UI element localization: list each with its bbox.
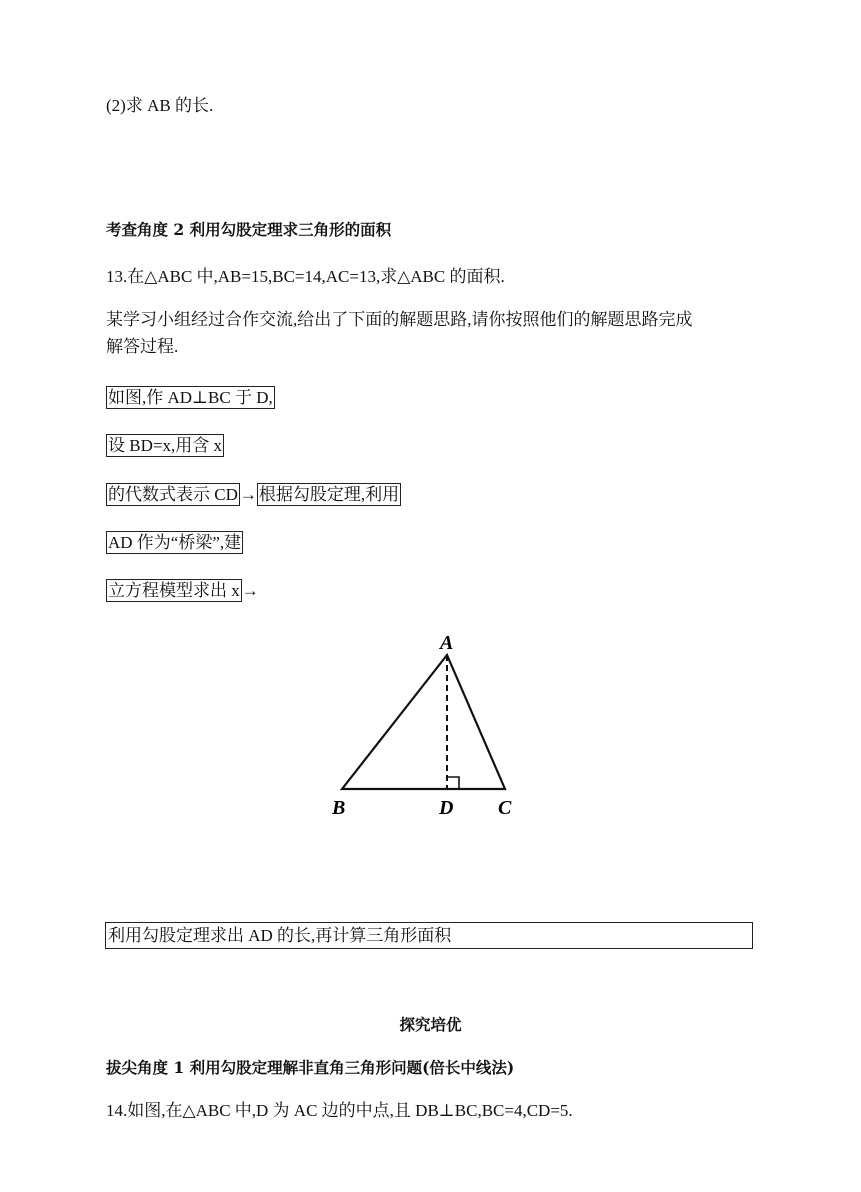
vertex-label-d: D <box>439 797 454 819</box>
flow-step-2 <box>106 434 224 457</box>
vertex-label-a: A <box>440 632 454 654</box>
part2-question: (2)求 AB 的长. <box>106 96 214 115</box>
flow-arrow-1: → <box>239 485 257 504</box>
flow-box-5: AD 作为“桥梁”,建 <box>108 533 242 552</box>
flow-box-1: 如图,作 AD⊥BC 于 D, <box>108 388 273 407</box>
right-angle-mark <box>447 777 459 789</box>
flow-step-4 <box>106 531 243 554</box>
flow-step-1 <box>106 386 275 409</box>
flow-box-4: 根据勾股定理,利用 <box>258 485 400 504</box>
section-title-top-angle1: 拔尖角度 1 利用勾股定理解非直角三角形问题(倍长中线法) <box>106 1058 515 1077</box>
flow-step-3 <box>106 483 401 506</box>
q13-statement: 13.在△ABC 中,AB=15,BC=14,AC=13,求△ABC 的面积. <box>106 267 505 286</box>
section-heading-explore: 探究培优 <box>399 1015 462 1034</box>
flow-box-3: 的代数式表示 CD <box>108 485 238 504</box>
section-title-angle2: 考查角度 2 利用勾股定理求三角形的面积 <box>106 220 392 239</box>
flow-box-2: 设 BD=x,用含 x <box>108 436 222 455</box>
q13-intro-line2: 解答过程. <box>106 337 179 356</box>
triangle-figure <box>0 625 861 835</box>
triangle-abc <box>342 655 505 789</box>
flow-box-final: 利用勾股定理求出 AD 的长,再计算三角形面积 <box>105 922 753 949</box>
flow-box-6: 立方程模型求出 x <box>108 581 240 600</box>
q14-statement: 14.如图,在△ABC 中,D 为 AC 边的中点,且 DB⊥BC,BC=4,CD=5. <box>106 1101 573 1120</box>
flow-arrow-2: → <box>241 581 259 600</box>
q13-intro-line1: 某学习小组经过合作交流,给出了下面的解题思路,请你按照他们的解题思路完成 <box>106 310 693 329</box>
vertex-label-c: C <box>498 797 512 819</box>
flow-step-5 <box>106 579 259 602</box>
vertex-label-b: B <box>332 797 346 819</box>
